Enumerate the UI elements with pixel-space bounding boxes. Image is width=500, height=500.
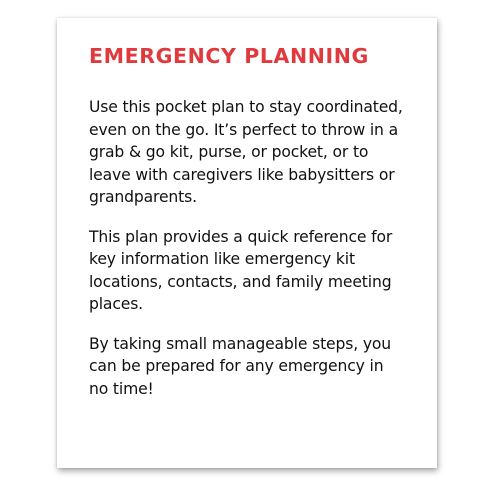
pocket-plan-card [57, 18, 437, 468]
paragraph-reference: This plan provides a quick reference for key information like emergency kit locations, contacts, and family meeting places. [89, 227, 393, 313]
paragraph-intro: Use this pocket plan to stay coordinated, even on the go. It’s perfect to throw in a grab & go kit, purse, or pocket, or to leave with caregivers like babysitters or grandparents. [89, 98, 403, 206]
card-title: EMERGENCY PLANNING [89, 44, 369, 68]
paragraph-steps: By taking small manageable steps, you can be prepared for any emergency in no time! [89, 334, 392, 398]
